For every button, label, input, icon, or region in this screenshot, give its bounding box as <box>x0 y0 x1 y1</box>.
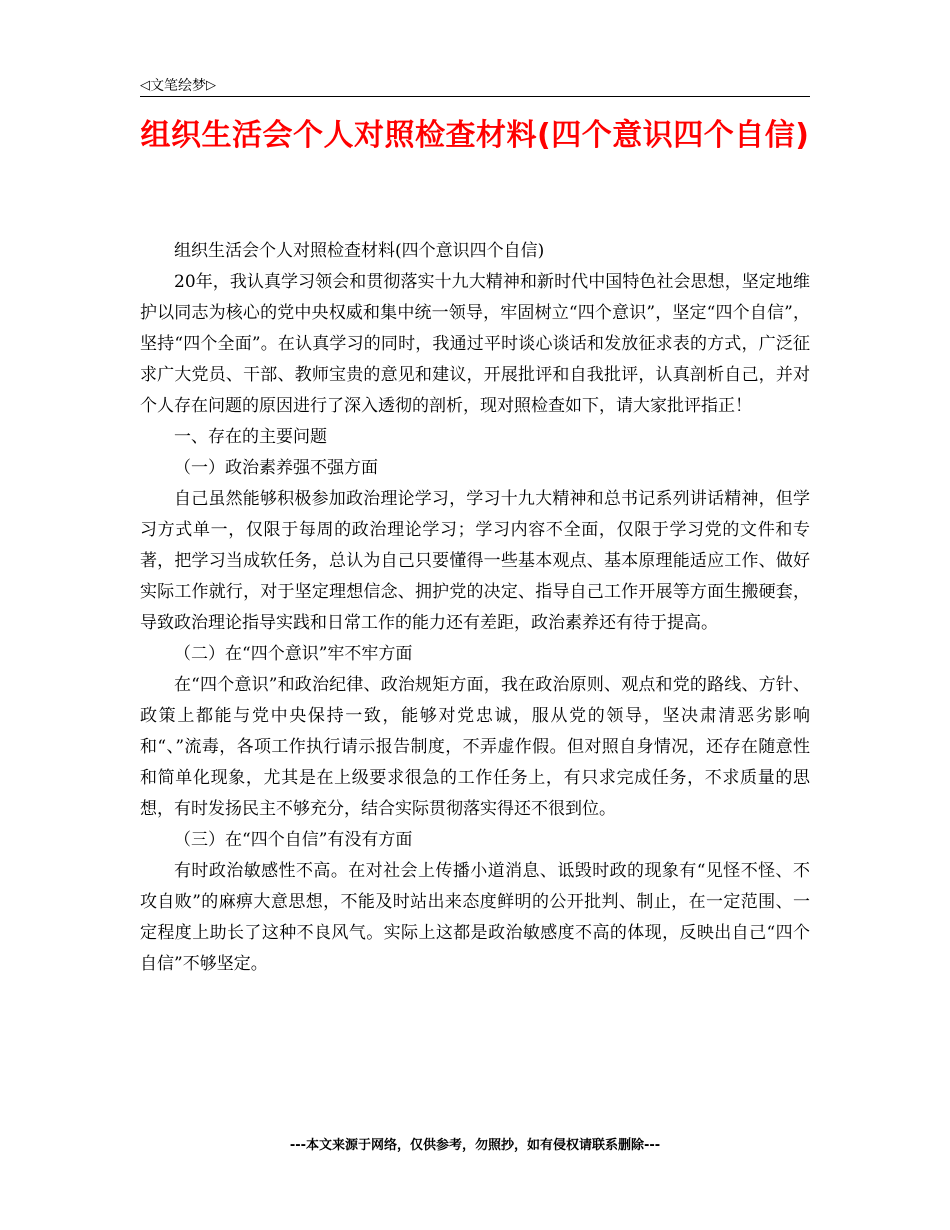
paragraph-subsection-3: 有时政治敏感性不高。在对社会上传播小道消息、诋毁时政的现象有“见怪不怪、不攻自败”的麻痹大意思想，不能及时站出来态度鲜明的公开批判、制止，在一定范围、一定程度上助长了这种不良风气。实际上这都是政治敏感度不高的体现，反映出自己“四个自信”不够坚定。 <box>140 861 810 974</box>
left-triangle-icon: ◁ <box>140 78 150 93</box>
paragraph-intro: 20年，我认真学习领会和贯彻落实十九大精神和新时代中国特色社会思想，坚定地维护以同志为核心的党中央权威和集中统一领导，牢固树立“四个意识”，坚定“四个自信”，坚持“四个全面”。在认真学习的同时，我通过平时谈心谈话和发放征求表的方式，广泛征求广大党员、干部、教师宝贵的意见和建议，开展批评和自我批评，认真剖析自己，并对个人存在问题的原因进行了深入透彻的剖析，现对照检查如下，请大家批评指正！ <box>140 272 810 416</box>
subsection-heading-2: （二）在“四个意识”牢不牢方面 <box>174 644 413 664</box>
page-header <box>140 72 810 97</box>
paragraph-subsection-1: 自己虽然能够积极参加政治理论学习，学习十九大精神和总书记系列讲话精神，但学习方式单一，仅限于每周的政治理论学习；学习内容不全面，仅限于学习党的文件和专著，把学习当成软任务，总认为自己只要懂得一些基本观点、基本原理能适应工作、做好实际工作就行，对于坚定理想信念、拥护党的决定、指导自己工作开展等方面生搬硬套，导致政治理论指导实践和日常工作的能力还有差距，政治素养还有待于提高。 <box>140 489 810 633</box>
document-body <box>140 236 810 980</box>
brand-name: 文笔绘梦 <box>150 78 206 94</box>
page-footer: ---本文来源于网络，仅供参考，勿照抄，如有侵权请联系删除--- <box>289 1138 661 1153</box>
paragraph-subsection-2: 在“四个意识”和政治纪律、政治规矩方面，我在政治原则、观点和党的路线、方针、政策上都能与党中央保持一致，能够对党忠诚，服从党的领导，坚决肃清恶劣影响和“、”流毒，各项工作执行请示报告制度，不弄虚作假。但对照自身情况，还存在随意性和简单化现象，尤其是在上级要求很急的工作任务上，有只求完成任务，不求质量的思想，有时发扬民主不够充分，结合实际贯彻落实得还不很到位。 <box>140 675 810 819</box>
paragraph-subtitle: 组织生活会个人对照检查材料(四个意识四个自信) <box>174 241 545 261</box>
document-title: 组织生活会个人对照检查材料(四个意识四个自信) <box>140 118 810 153</box>
subsection-heading-1: （一）政治素养强不强方面 <box>174 458 378 478</box>
section-heading-main-problems: 一、存在的主要问题 <box>174 427 327 447</box>
right-triangle-icon: ▷ <box>206 78 216 93</box>
subsection-heading-3: （三）在“四个自信”有没有方面 <box>174 830 413 850</box>
